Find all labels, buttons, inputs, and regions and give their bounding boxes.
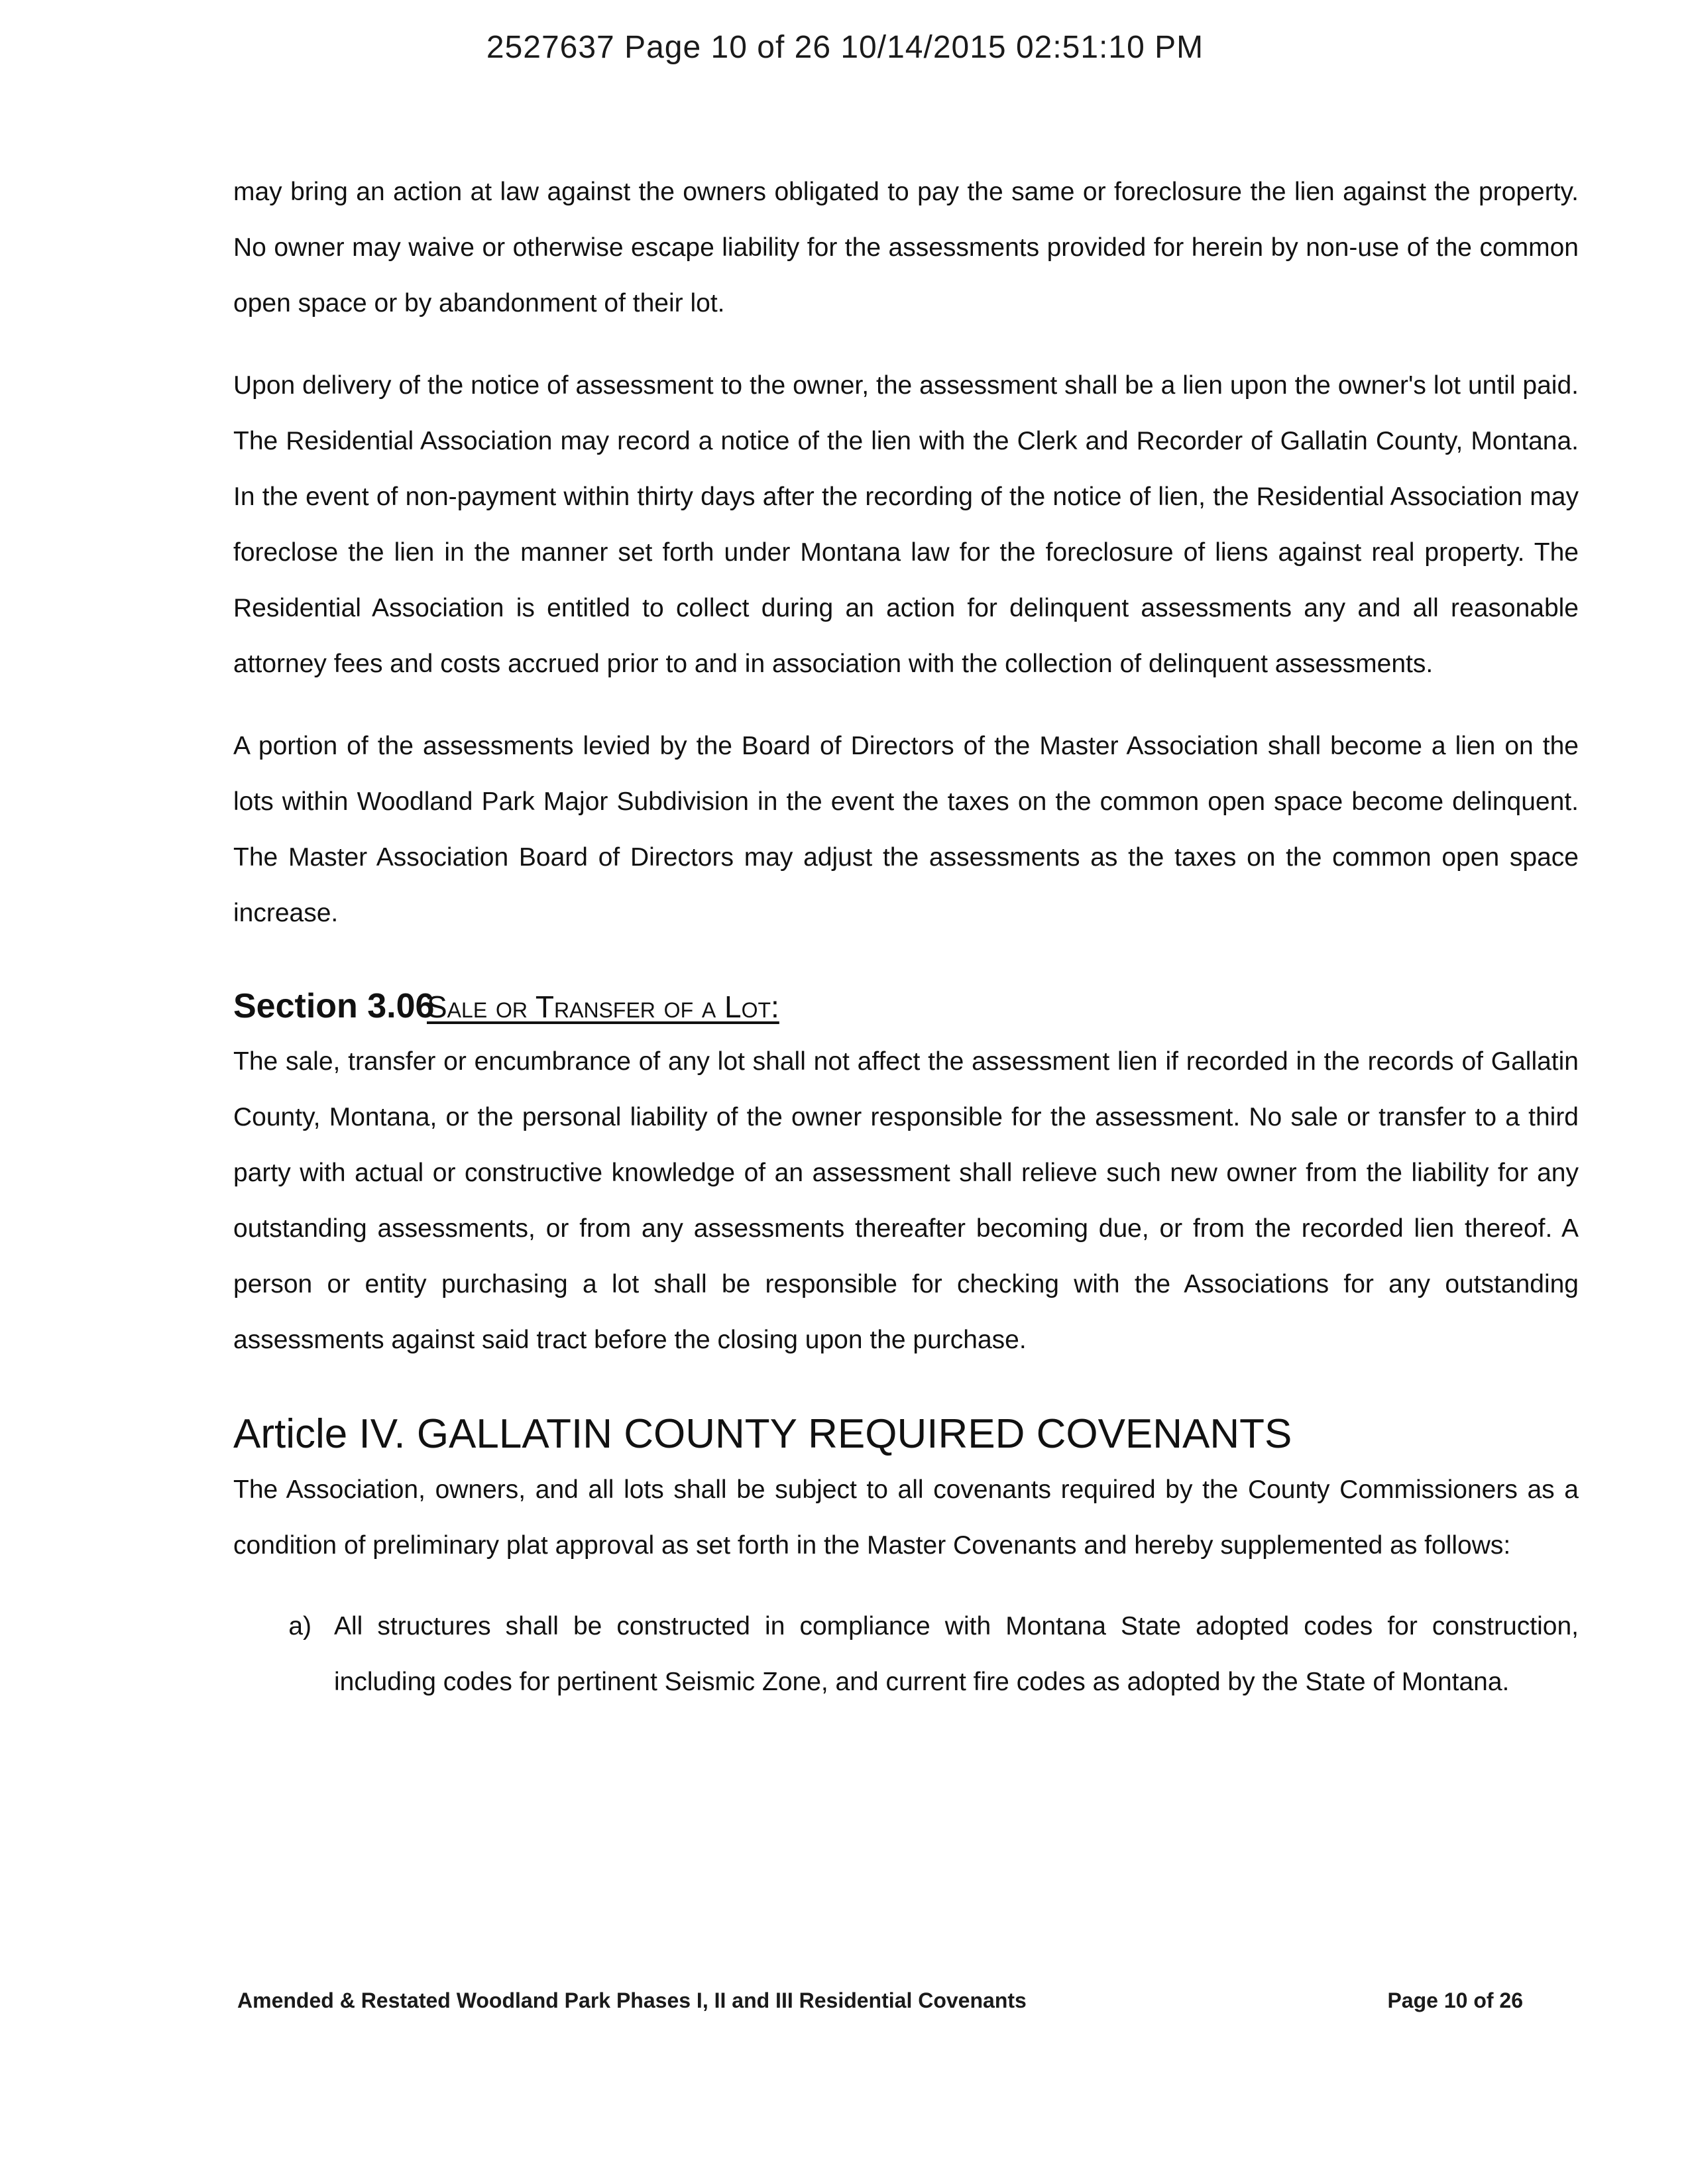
list-item: [233, 1599, 1579, 1710]
page-footer: [237, 1988, 1523, 2013]
stamp-date: 10/14/2015: [840, 30, 1007, 65]
article-intro: The Association, owners, and all lots shall be subject to all covenants required by the County Commissioners as a condition of preliminary plat approval as set forth in the Master Covenants and hereby supplemented as follows:: [233, 1475, 1579, 1560]
list-item-text: All structures shall be constructed in compliance with Montana State adopted codes for construction, including codes for pertinent Seismic Zone, and current fire codes as adopted by the State of Montana.: [334, 1612, 1579, 1696]
section-heading: [233, 978, 1579, 1034]
section-title: Sale or Transfer of a Lot:: [427, 990, 779, 1024]
footer-document-title: Amended & Restated Woodland Park Phases I, II and III Residential Covenants: [237, 1988, 1027, 2012]
footer-page-current: 10: [1443, 1988, 1468, 2012]
section-number: Section 3.06: [233, 987, 435, 1025]
paragraph-lien-notice: Upon delivery of the notice of assessment to the owner, the assessment shall be a lien upon the owner's lot until paid. The Residential Association may record a notice of the lien with the Clerk and Recorder of Gallatin County, Montana. In the event of non-payment within thirty days after the recording of the notice of lien, the Residential Association may foreclose the lien in the manner set forth under Montana law for the foreclosure of liens against real property. The Residential Association is entitled to collect during an action for delinquent assessments any and all reasonable attorney fees and costs accrued prior to and in association with the collection of delinquent assessments.: [233, 371, 1579, 678]
stamp-page-label: Page 10 of 26: [624, 30, 832, 65]
footer-page-total: 26: [1499, 1988, 1523, 2012]
stamp-time: 02:51:10 PM: [1015, 30, 1204, 65]
footer-page-prefix: Page: [1387, 1988, 1438, 2012]
paragraph-foreclosure: may bring an action at law against the owners obligated to pay the same or foreclosure the lien against the property. No owner may waive or otherwise escape liability for the assessments provided for herein by non-use of the common open space or by abandonment of their lot.: [233, 178, 1579, 317]
article-heading: Article IV. GALLATIN COUNTY REQUIRED COVENANTS: [233, 1411, 1292, 1457]
recording-stamp: [0, 29, 1690, 66]
footer-page-number: [1387, 1988, 1523, 2013]
covenant-list: [233, 1599, 1579, 1710]
stamp-doc-number: 2527637: [486, 30, 615, 65]
paragraph-master-association-lien: A portion of the assessments levied by the Board of Directors of the Master Association shall become a lien on the lots within Woodland Park Major Subdivision in the event the taxes on the common open space become delinquent. The Master Association Board of Directors may adjust the assessments as the taxes on the common open space increase.: [233, 732, 1579, 927]
section-body: The sale, transfer or encumbrance of any lot shall not affect the assessment lien if recorded in the records of Gallatin County, Montana, or the personal liability of the owner responsible for the assessment. No sale or transfer to a third party with actual or constructive knowledge of an assessment shall relieve such new owner from the liability for any outstanding assessments, or from any assessments thereafter becoming due, or from the recorded lien thereof. A person or entity purchasing a lot shall be responsible for checking with the Associations for any outstanding assessments against said tract before the closing upon the purchase.: [233, 1047, 1579, 1354]
page-content: [233, 164, 1579, 1710]
list-marker: a): [288, 1612, 311, 1640]
footer-page-of: of: [1473, 1988, 1494, 2012]
